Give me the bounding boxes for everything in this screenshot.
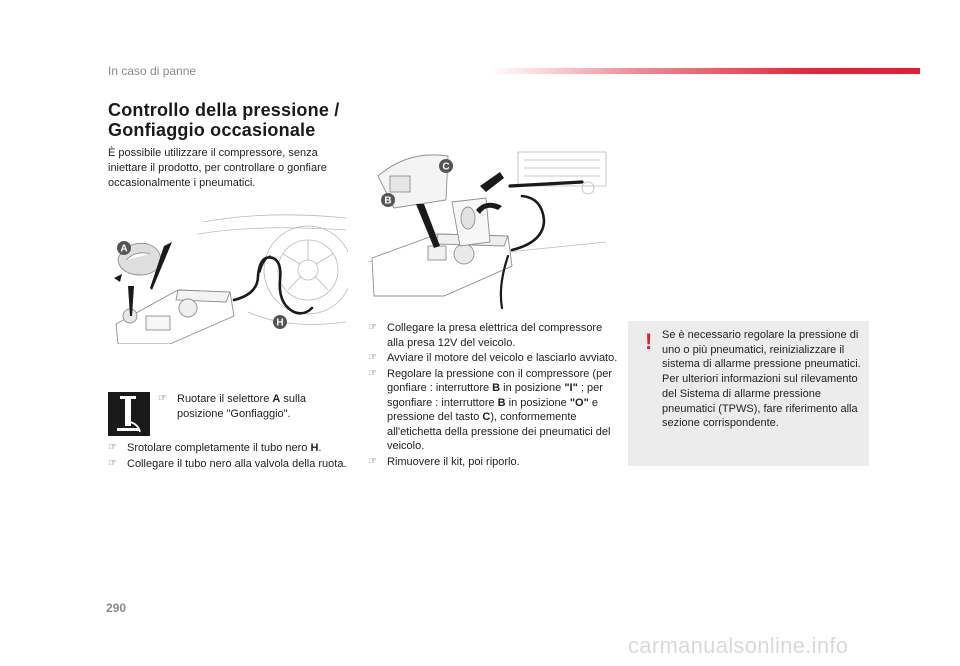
step-key-term: B <box>492 382 501 394</box>
marker-b-label: B <box>384 195 392 207</box>
step-key-term: C <box>482 411 491 423</box>
bullet-arrow-icon: ☞ <box>368 352 377 363</box>
step-text: Collegare il tubo nero alla valvola della ruota. <box>127 457 347 470</box>
step-key-term: "O" <box>569 396 589 409</box>
warning-text <box>662 328 864 431</box>
compressor-hose-illustration <box>108 212 348 344</box>
page-number: 290 <box>106 601 127 615</box>
bullet-arrow-icon: ☞ <box>108 442 117 453</box>
selector-step <box>158 392 338 421</box>
warning-line-1: Se è necessario regolare la pressione di uno o più pneumatici, reinizializzare il sistema di allarme pressione pneumatici. <box>662 329 861 371</box>
step-item <box>368 367 618 454</box>
step-item <box>368 351 618 366</box>
step-key-term: B <box>497 396 506 409</box>
step-text: in posizione <box>500 382 565 394</box>
step-key-term: "I" <box>564 382 578 394</box>
watermark: carmanualsonline.info <box>628 633 849 658</box>
pump-icon <box>108 392 150 436</box>
pump-glyph <box>108 392 150 436</box>
title-line-1: Controllo della pressione / <box>108 100 340 120</box>
intro-paragraph: È possibile utilizzare il compressore, senza iniettare il prodotto, per controllare o gonfiare occasionalmente i pneumatici. <box>108 147 327 189</box>
warning-line-2: Per ulteriori informazioni sul rilevamento del Sistema di allarme pressione pneumatici (TPWS), fare riferimento alla sezione corrispondente. <box>662 373 858 430</box>
compressor-step-list <box>368 321 618 470</box>
marker-h-label: H <box>276 317 284 329</box>
bullet-arrow-icon: ☞ <box>108 457 117 469</box>
step-text: Srotolare completamente il tubo nero <box>127 442 311 454</box>
step-item <box>108 457 348 472</box>
header-accent-bar <box>490 68 920 74</box>
step-text: Avviare il motore del veicolo e lasciarlo avviato. <box>387 352 618 364</box>
marker-c-label: C <box>442 161 450 173</box>
step-text: e pressione del tasto <box>387 396 599 423</box>
step-text: Regolare la pressione con il compressore (per gonfiare : interruttore <box>387 367 612 394</box>
warning-icon: ! <box>645 329 653 354</box>
step-text: Ruotare il selettore <box>177 393 273 405</box>
page-title <box>108 100 368 140</box>
warning-box <box>628 321 869 466</box>
bullet-arrow-icon: ☞ <box>368 367 377 379</box>
step-text: Collegare la presa elettrica del compressore alla presa 12V del veicolo. <box>387 322 603 349</box>
step-text: . <box>318 442 322 454</box>
compressor-socket-illustration <box>368 146 608 310</box>
bullet-arrow-icon: ☞ <box>368 455 377 467</box>
step-text: ; per sgonfiare : interruttore <box>387 382 603 409</box>
step-text: Rimuovere il kit, poi riporlo. <box>387 455 520 468</box>
selector-step-list <box>158 392 338 421</box>
step-text: sulla posizione "Gonfiaggio". <box>177 393 307 420</box>
step-key-term: H <box>310 442 319 454</box>
marker-a-label: A <box>120 243 128 255</box>
bullet-arrow-icon: ☞ <box>368 322 377 333</box>
step-item <box>108 441 348 456</box>
bullet-arrow-icon: ☞ <box>158 393 167 404</box>
hose-step-list <box>108 441 348 472</box>
step-text: ), conformemente all'etichetta della pressione dei pneumatici del veicolo. <box>387 411 611 452</box>
section-label: In caso di panne <box>108 64 197 78</box>
step-item <box>368 321 618 350</box>
step-item <box>368 455 618 470</box>
step-text: in posizione <box>505 396 570 409</box>
title-line-2: Gonfiaggio occasionale <box>108 120 316 140</box>
step-key-term: A <box>272 393 281 405</box>
